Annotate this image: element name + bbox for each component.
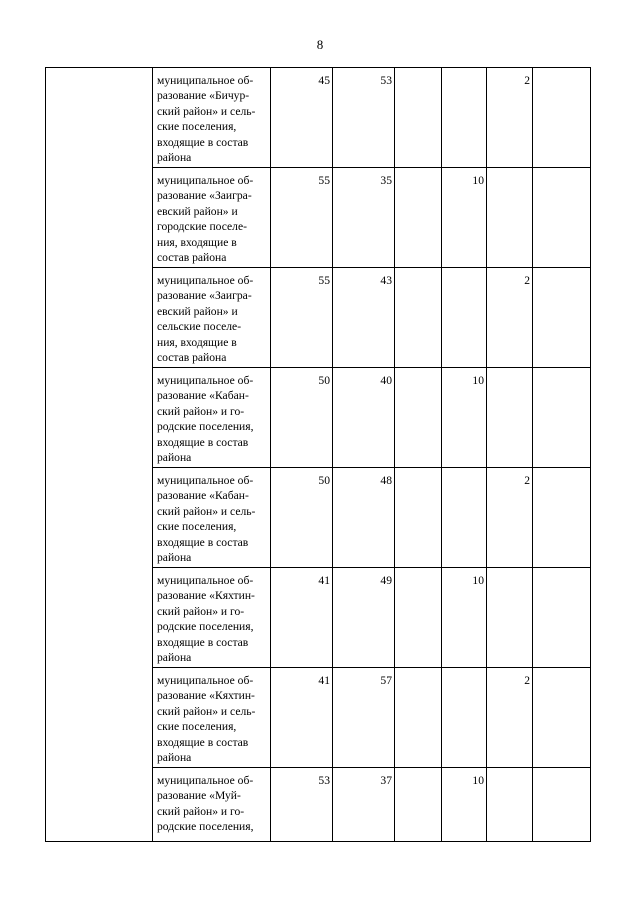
value-cell-c2 [333, 768, 395, 842]
value-c6 [533, 568, 590, 573]
value-cell-c4 [442, 668, 487, 768]
value-c2: 37 [380, 774, 392, 787]
value-c3 [395, 468, 441, 473]
municipality-name: муниципальное об- разование «Кяхтин- ский район» и сель- ские поселения, входящие в состав района [157, 674, 256, 765]
value-c6 [533, 668, 590, 673]
municipality-name: муниципальное об- разование «Бичур- ский район» и сель- ские поселения, входящие в состав района [157, 74, 256, 165]
value-cell-c3 [395, 468, 442, 568]
value-cell-c1 [271, 768, 333, 842]
value-cell-c2 [333, 668, 395, 768]
value-cell-c3 [395, 768, 442, 842]
value-cell-c2 [333, 68, 395, 168]
value-c4: 10 [472, 574, 484, 587]
value-c4 [442, 668, 486, 673]
value-cell-c4 [442, 468, 487, 568]
municipality-cell [153, 368, 271, 468]
value-c2: 43 [380, 274, 392, 287]
municipality-cell [153, 668, 271, 768]
value-cell-c5 [487, 768, 533, 842]
value-c5 [487, 368, 532, 373]
value-c5: 2 [524, 74, 530, 87]
municipality-cell [153, 268, 271, 368]
value-c2: 53 [380, 74, 392, 87]
value-c5 [487, 168, 532, 173]
value-c6 [533, 168, 590, 173]
value-c4 [442, 268, 486, 273]
table-body [46, 68, 591, 842]
value-c6 [533, 68, 590, 73]
value-cell-c4 [442, 68, 487, 168]
value-c3 [395, 668, 441, 673]
value-c4: 10 [472, 374, 484, 387]
value-cell-c5 [487, 268, 533, 368]
value-c1: 55 [318, 274, 330, 287]
value-c1: 50 [318, 374, 330, 387]
value-c1: 41 [318, 674, 330, 687]
value-cell-c6 [533, 368, 591, 468]
value-cell-c6 [533, 468, 591, 568]
value-cell-c5 [487, 468, 533, 568]
value-c6 [533, 268, 590, 273]
municipality-name: муниципальное об- разование «Заигра- евский район» и сельские поселе- ния, входящие в состав района [157, 274, 254, 365]
value-cell-c1 [271, 668, 333, 768]
table-row [46, 68, 591, 168]
value-c3 [395, 268, 441, 273]
value-c1: 55 [318, 174, 330, 187]
value-c4: 10 [472, 774, 484, 787]
municipality-cell [153, 468, 271, 568]
value-c5: 2 [524, 674, 530, 687]
value-cell-c6 [533, 568, 591, 668]
value-cell-c5 [487, 68, 533, 168]
value-cell-c1 [271, 168, 333, 268]
value-cell-c6 [533, 768, 591, 842]
value-c1: 50 [318, 474, 330, 487]
municipality-name: муниципальное об- разование «Муй- ский район» и го- родские поселения, [157, 774, 254, 834]
value-c5: 2 [524, 274, 530, 287]
municipality-name: муниципальное об- разование «Кабан- ский район» и го- родские поселения, входящие в состав района [157, 374, 254, 465]
value-cell-c6 [533, 68, 591, 168]
value-c5 [487, 768, 532, 773]
value-cell-c5 [487, 368, 533, 468]
value-c6 [533, 468, 590, 473]
value-cell-c4 [442, 368, 487, 468]
value-c4 [442, 468, 486, 473]
value-cell-c6 [533, 668, 591, 768]
allocation-table [45, 67, 591, 842]
value-cell-c3 [395, 368, 442, 468]
value-cell-c2 [333, 268, 395, 368]
value-cell-c2 [333, 368, 395, 468]
value-c2: 40 [380, 374, 392, 387]
value-c3 [395, 768, 441, 773]
value-cell-c1 [271, 468, 333, 568]
value-c1: 41 [318, 574, 330, 587]
value-cell-c4 [442, 768, 487, 842]
municipality-cell [153, 168, 271, 268]
page-number: 8 [316, 37, 324, 52]
value-cell-c3 [395, 568, 442, 668]
value-cell-c2 [333, 568, 395, 668]
municipality-name: муниципальное об- разование «Заигра- евский район» и городские поселе- ния, входящие в состав района [157, 174, 254, 265]
value-c1: 53 [318, 774, 330, 787]
municipality-cell [153, 768, 271, 842]
value-c2: 57 [380, 674, 392, 687]
value-c4: 10 [472, 174, 484, 187]
value-c2: 48 [380, 474, 392, 487]
value-c6 [533, 368, 590, 373]
value-cell-c3 [395, 68, 442, 168]
value-c5: 2 [524, 474, 530, 487]
value-cell-c2 [333, 168, 395, 268]
value-c4 [442, 68, 486, 73]
value-c3 [395, 368, 441, 373]
value-c2: 35 [380, 174, 392, 187]
value-c3 [395, 568, 441, 573]
value-cell-c5 [487, 168, 533, 268]
value-cell-c6 [533, 168, 591, 268]
value-cell-c1 [271, 368, 333, 468]
value-cell-c4 [442, 568, 487, 668]
value-c5 [487, 568, 532, 573]
value-c2: 49 [380, 574, 392, 587]
value-cell-c5 [487, 568, 533, 668]
value-cell-c2 [333, 468, 395, 568]
value-c3 [395, 68, 441, 73]
value-cell-c3 [395, 668, 442, 768]
value-cell-c1 [271, 268, 333, 368]
value-cell-c4 [442, 268, 487, 368]
value-c6 [533, 768, 590, 773]
value-cell-c6 [533, 268, 591, 368]
value-cell-c1 [271, 568, 333, 668]
group-cell [46, 68, 153, 842]
municipality-name: муниципальное об- разование «Кяхтин- ский район» и го- родские поселения, входящие в состав района [157, 574, 255, 665]
value-cell-c3 [395, 268, 442, 368]
value-c1: 45 [318, 74, 330, 87]
value-c3 [395, 168, 441, 173]
municipality-cell [153, 68, 271, 168]
municipality-cell [153, 568, 271, 668]
value-cell-c3 [395, 168, 442, 268]
value-cell-c1 [271, 68, 333, 168]
value-cell-c5 [487, 668, 533, 768]
value-cell-c4 [442, 168, 487, 268]
municipality-name: муниципальное об- разование «Кабан- ский район» и сель- ские поселения, входящие в состав района [157, 474, 256, 565]
